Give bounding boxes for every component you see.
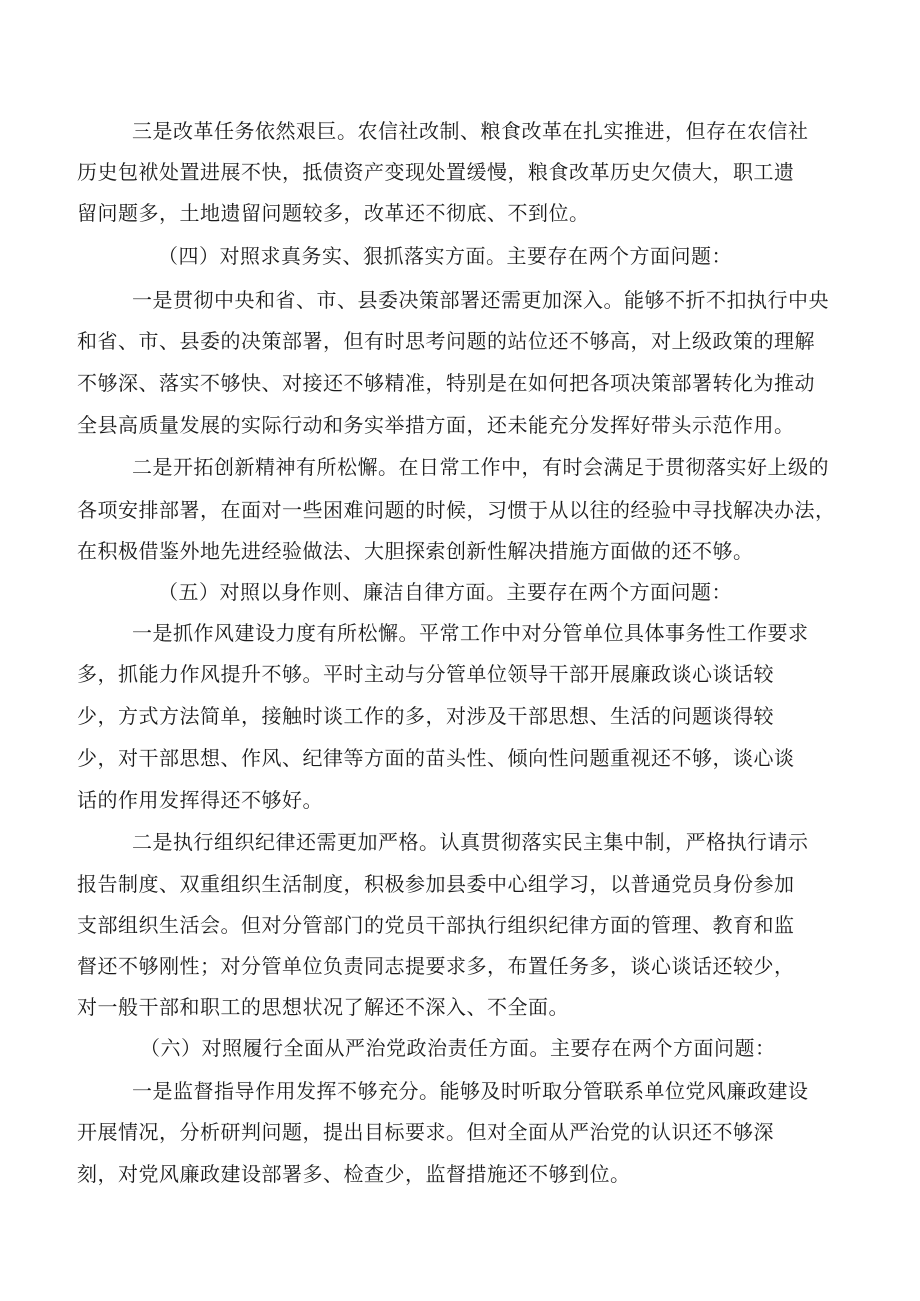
text-line: 刻，对党风廉政建设部署多、检查少，监督措施还不够到位。 [77, 1162, 631, 1186]
text-line: 留问题多，土地遗留问题较多，改革还不彻底、不到位。 [77, 201, 590, 225]
text-line: 一是贯彻中央和省、市、县委决策部署还需更加深入。能够不折不扣执行中央 [132, 288, 829, 312]
text-line: 督还不够刚性；对分管单位负责同志提要求多，布置任务多，谈心谈话还较少， [77, 954, 795, 978]
text-line: 在积极借鉴外地先进经验做法、大胆探索创新性解决措施方面做的还不够。 [77, 539, 754, 563]
text-line: 少，方式方法简单，接触时谈工作的多，对涉及干部思想、生活的问题谈得较 [77, 704, 774, 728]
section-heading: （四）对照求真务实、狠抓落实方面。主要存在两个方面问题： [158, 244, 732, 268]
text-line: 三是改革任务依然艰巨。农信社改制、粮食改革在扎实推进，但存在农信社 [132, 119, 809, 143]
text-line: 历史包袱处置进展不快，抵债资产变现处置缓慢，粮食改革历史欠债大，职工遗 [77, 160, 795, 184]
text-line: 少，对干部思想、作风、纪律等方面的苗头性、倾向性问题重视还不够，谈心谈 [77, 746, 795, 770]
text-line: 各项安排部署，在面对一些困难问题的时候，习惯于从以往的经验中寻找解决办法， [77, 498, 836, 522]
text-line: 一是监督指导作用发挥不够充分。能够及时听取分管联系单位党风廉政建设 [132, 1079, 809, 1103]
text-line: 二是执行组织纪律还需更加严格。认真贯彻落实民主集中制，严格执行请示 [132, 830, 809, 854]
text-line: 开展情况，分析研判问题，提出目标要求。但对全面从严治党的认识还不够深 [77, 1120, 774, 1144]
text-line: 报告制度、双重组织生活制度，积极参加县委中心组学习，以普通党员身份参加 [77, 872, 795, 896]
text-line: 多，抓能力作风提升不够。平时主动与分管单位领导干部开展廉政谈心谈话较 [77, 662, 774, 686]
section-heading: （五）对照以身作则、廉洁自律方面。主要存在两个方面问题： [158, 580, 732, 604]
section-heading: （六）对照履行全面从严治党政治责任方面。主要存在两个方面问题： [140, 1036, 776, 1060]
text-line: 不够深、落实不够快、对接还不够精准，特别是在如何把各项决策部署转化为推动 [77, 371, 815, 395]
text-line: 二是开拓创新精神有所松懈。在日常工作中，有时会满足于贯彻落实好上级的 [132, 455, 829, 479]
text-line: 和省、市、县委的决策部署，但有时思考问题的站位还不够高，对上级政策的理解 [77, 329, 815, 353]
text-line: 全县高质量发展的实际行动和务实举措方面，还未能充分发挥好带头示范作用。 [77, 413, 795, 437]
text-line: 对一般干部和职工的思想状况了解还不深入、不全面。 [77, 995, 569, 1019]
text-line: 话的作用发挥得还不够好。 [77, 788, 323, 812]
text-line: 一是抓作风建设力度有所松懈。平常工作中对分管单位具体事务性工作要求 [132, 621, 809, 645]
text-line: 支部组织生活会。但对分管部门的党员干部执行组织纪律方面的管理、教育和监 [77, 913, 795, 937]
